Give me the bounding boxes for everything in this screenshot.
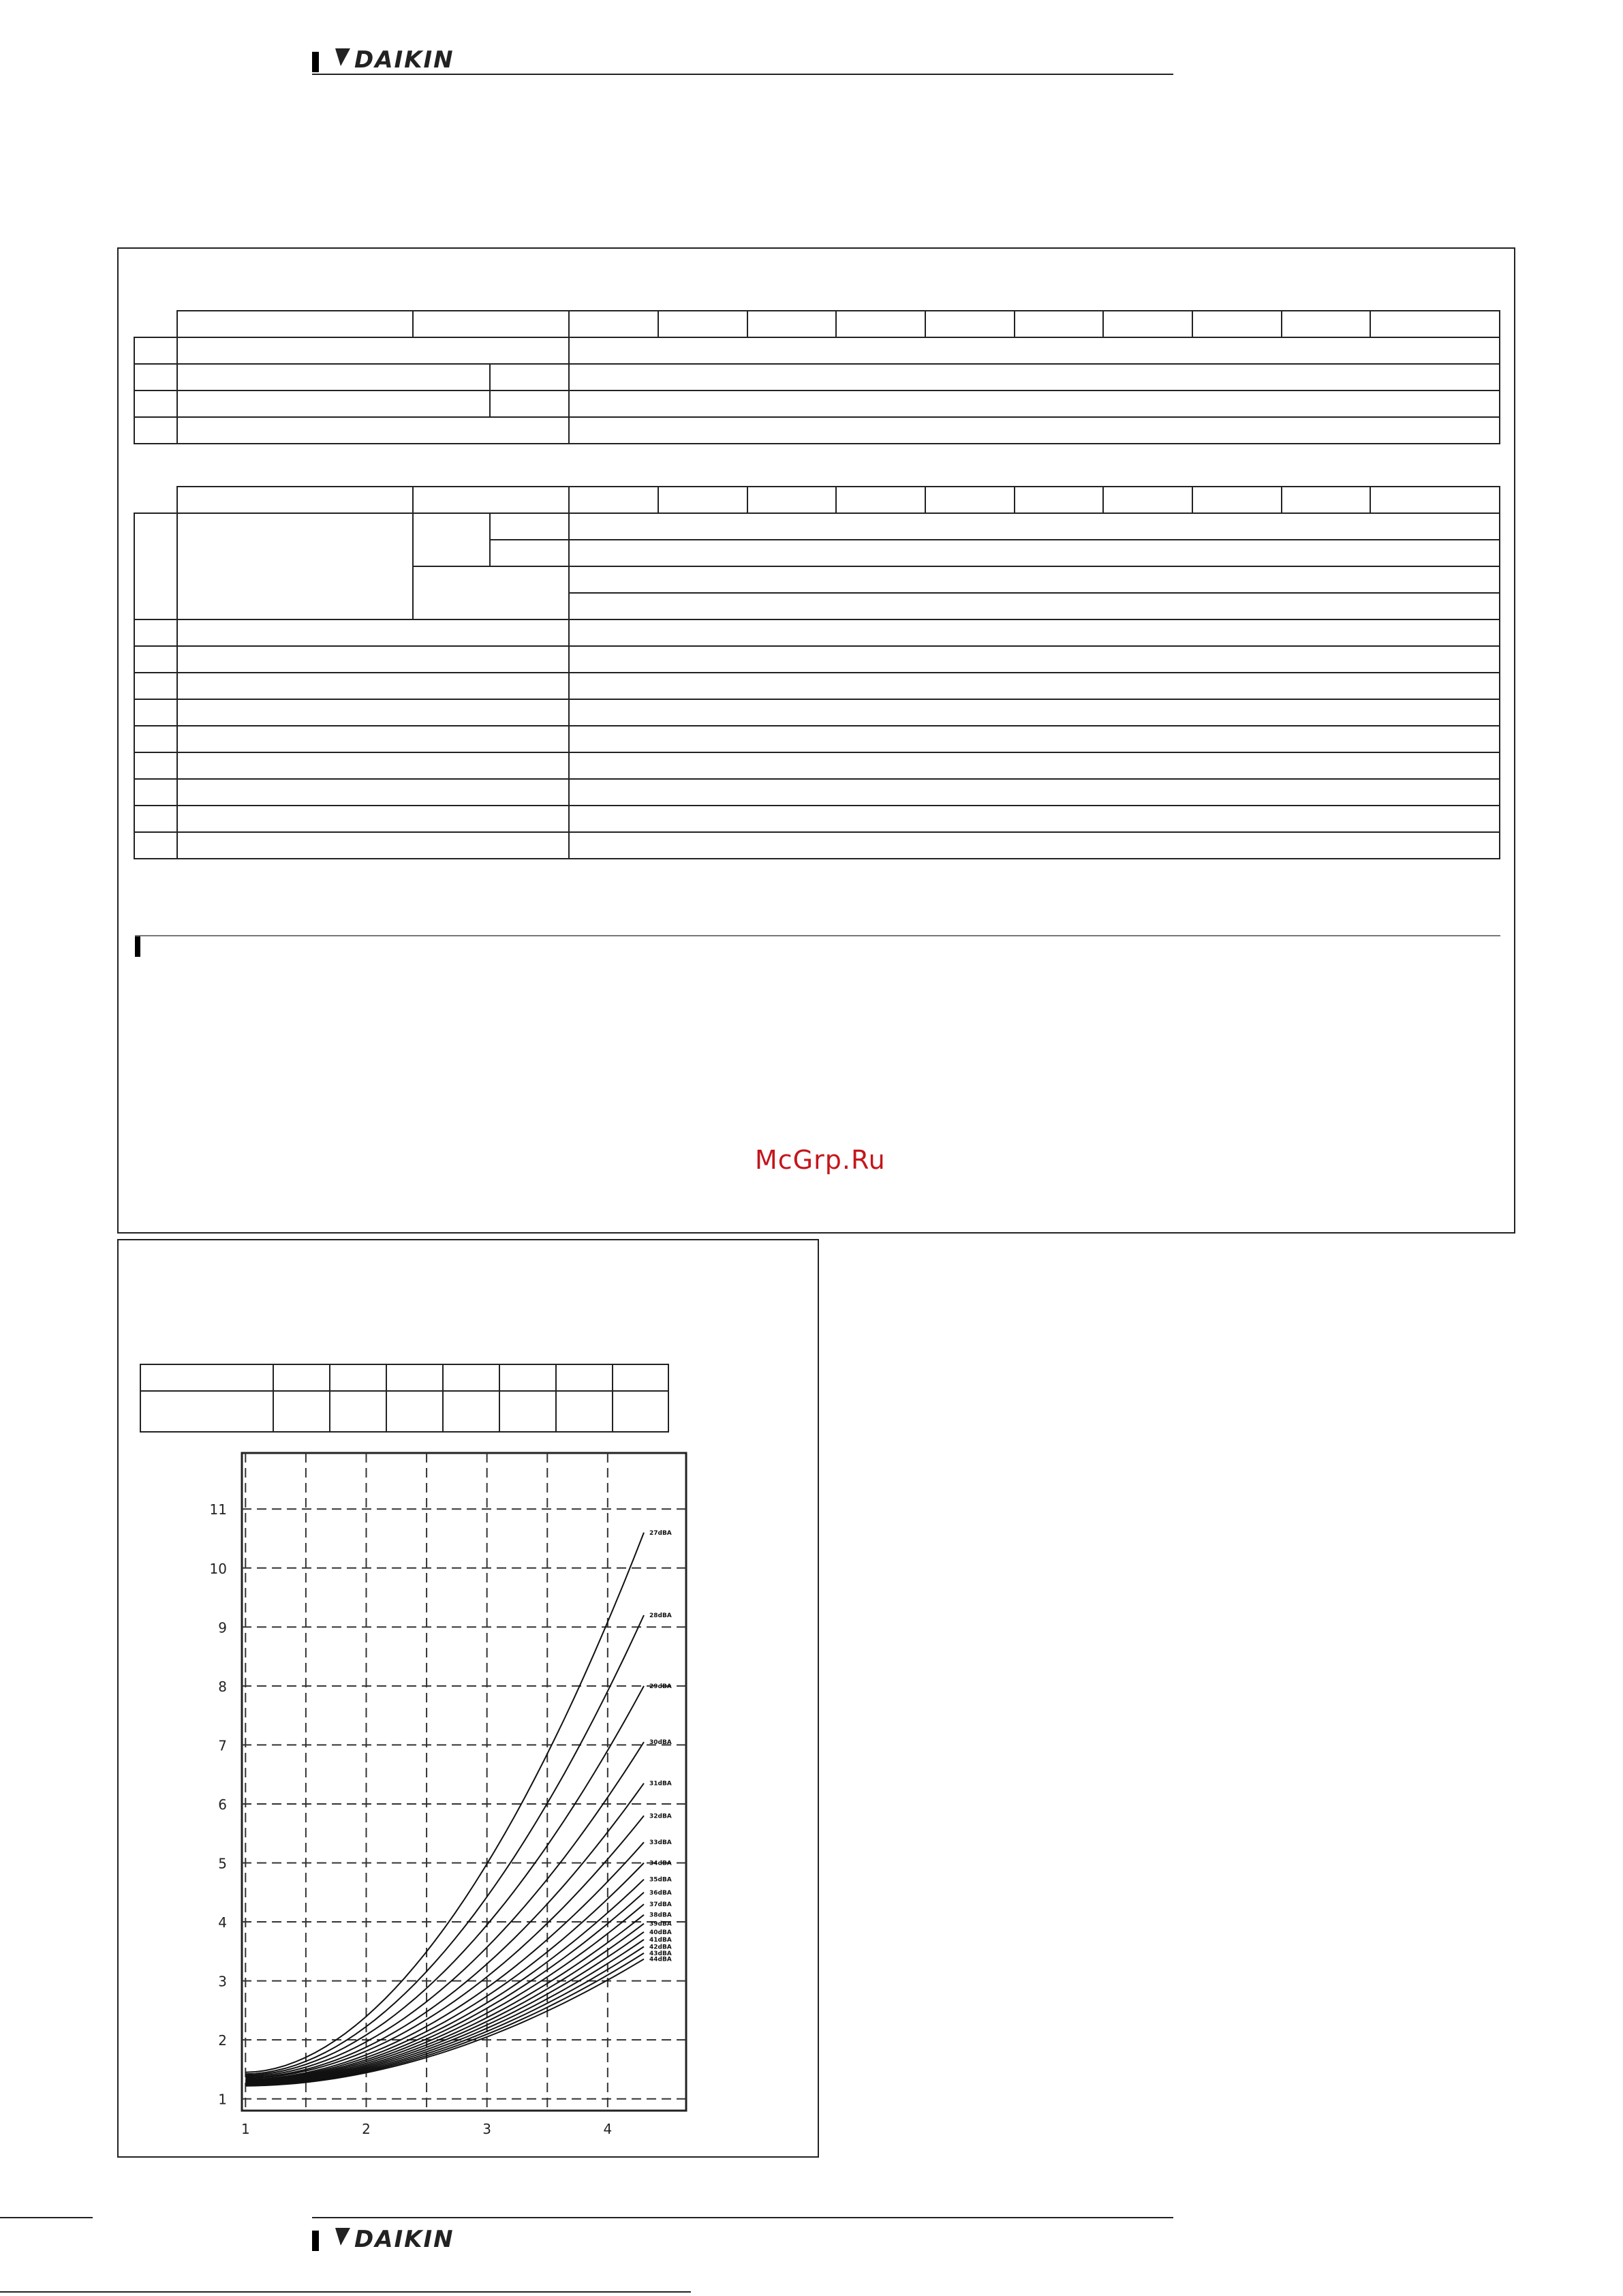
y-tick-label: 10: [209, 1560, 227, 1577]
series-label: 33dBA: [649, 1839, 672, 1847]
x-tick-label: 2: [362, 2121, 371, 2137]
series-label: 27dBA: [649, 1529, 672, 1537]
series-label: 32dBA: [649, 1813, 672, 1820]
section-rule: [135, 935, 1500, 936]
series-label: 36dBA: [649, 1889, 672, 1897]
footer-brand-text: DAIKIN: [354, 2226, 454, 2253]
table-row: [134, 646, 1500, 673]
table-row: [134, 364, 1500, 391]
footer-accent-bar: [312, 2231, 319, 2251]
table-row: [140, 1391, 668, 1432]
y-tick-label: 8: [218, 1678, 227, 1695]
table-2-header-row: [134, 487, 1500, 513]
series-label: 40dBA: [649, 1929, 672, 1936]
header-accent-bar: [312, 52, 319, 72]
chart-plot-area: [242, 1453, 686, 2111]
table-row: [134, 673, 1500, 699]
series-label: 30dBA: [649, 1739, 672, 1747]
y-tick-label: 7: [218, 1737, 227, 1754]
y-tick-label: 3: [218, 1973, 227, 1990]
series-label: 31dBA: [649, 1780, 672, 1788]
table-row: [134, 513, 1500, 540]
series-label: 44dBA: [649, 1956, 672, 1963]
table-row: [134, 391, 1500, 417]
series-label: 41dBA: [649, 1937, 672, 1944]
header-rule: [312, 74, 1173, 75]
x-tick-label: 4: [603, 2121, 613, 2137]
header-brand-text: DAIKIN: [354, 46, 454, 74]
table-row: [134, 726, 1500, 752]
table-row: [134, 619, 1500, 646]
table-row: [134, 806, 1500, 832]
y-tick-label: 2: [218, 2032, 227, 2049]
spec-table-1: [134, 310, 1500, 444]
series-label: 37dBA: [649, 1901, 672, 1909]
series-label: 42dBA: [649, 1944, 672, 1951]
series-label: 34dBA: [649, 1860, 672, 1867]
y-tick-label: 4: [218, 1914, 227, 1931]
table-row: [134, 832, 1500, 859]
y-tick-label: 9: [218, 1619, 227, 1636]
spec-table-2: [134, 486, 1500, 859]
section-marker: [135, 936, 140, 957]
daikin-logo-icon: [334, 2226, 352, 2253]
series-label: 39dBA: [649, 1920, 672, 1928]
page-bottom-rule: [0, 2291, 691, 2293]
series-label: 43dBA: [649, 1950, 672, 1957]
table-1-header-row: [134, 311, 1500, 337]
y-tick-label: 5: [218, 1855, 227, 1872]
watermark-text: McGrp.Ru: [755, 1145, 886, 1175]
table-row: [134, 779, 1500, 806]
table-row: [134, 417, 1500, 444]
noise-curve-chart: [184, 1445, 715, 2140]
header-logo: [334, 46, 454, 74]
series-label: 29dBA: [649, 1683, 672, 1690]
series-label: 28dBA: [649, 1612, 672, 1620]
y-tick-label: 1: [218, 2091, 227, 2108]
series-label: 38dBA: [649, 1912, 672, 1919]
footer-rule-right: [312, 2217, 1173, 2218]
table-row: [134, 699, 1500, 726]
daikin-logo-icon: [334, 46, 352, 74]
series-label: 35dBA: [649, 1876, 672, 1884]
footer-rule-left: [0, 2217, 93, 2218]
x-tick-label: 3: [482, 2121, 492, 2137]
y-tick-label: 11: [209, 1501, 227, 1518]
chart-parameter-table: [140, 1364, 669, 1433]
table-row: [134, 337, 1500, 364]
x-tick-label: 1: [241, 2121, 250, 2137]
table-row: [140, 1364, 668, 1391]
y-tick-label: 6: [218, 1796, 227, 1813]
footer-logo: [334, 2226, 454, 2253]
table-row: [134, 752, 1500, 779]
